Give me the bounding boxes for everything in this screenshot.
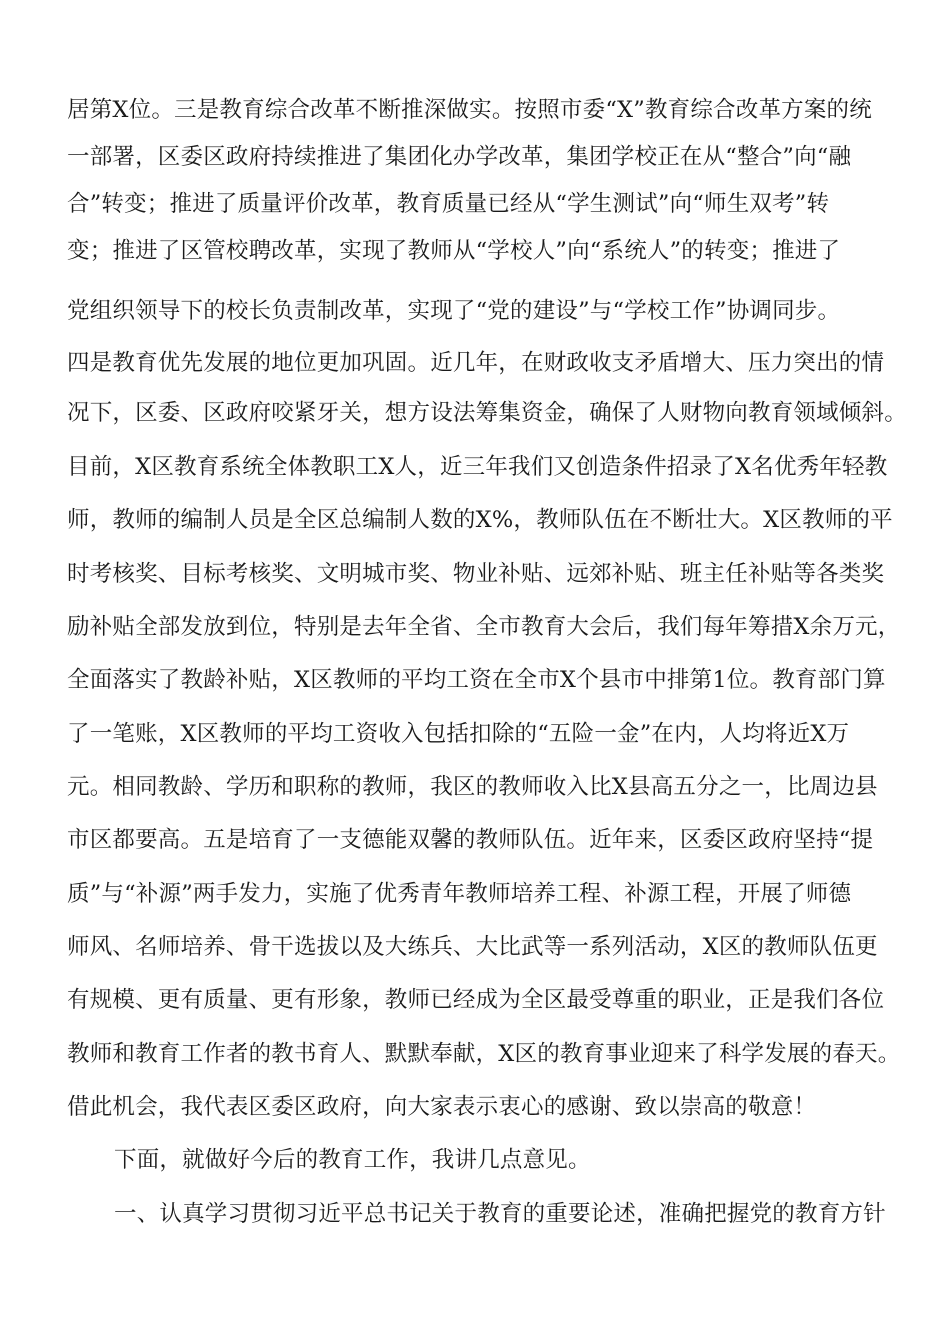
text-line: 四是教育优先发展的地位更加巩固。近几年，在财政收支矛盾增大、压力突出的情 bbox=[67, 350, 885, 376]
text-line: 师风、名师培养、骨干选拔以及大练兵、大比武等一系列活动，X区的教师队伍更 bbox=[67, 934, 878, 960]
text-line: 有规模、更有质量、更有形象，教师已经成为全区最受尊重的职业，正是我们各位 bbox=[67, 987, 885, 1013]
text-line: 质”与“补源”两手发力，实施了优秀青年教师培养工程、补源工程，开展了师德 bbox=[67, 881, 852, 907]
text-line: 教师和教育工作者的教书育人、默默奉献，X区的教育事业迎来了科学发展的春天。 bbox=[67, 1041, 901, 1067]
text-line: 合”转变；推进了质量评价改革，教育质量已经从“学生测试”向“师生双考”转 bbox=[67, 191, 830, 217]
text-line: 师，教师的编制人员是全区总编制人数的X%，教师队伍在不断壮大。X区教师的平 bbox=[67, 507, 893, 533]
text-line: 市区都要高。五是培育了一支德能双馨的教师队伍。近年来，区委区政府坚持“提 bbox=[67, 827, 874, 853]
text-line: 元。相同教龄、学历和职称的教师，我区的教师收入比X县高五分之一，比周边县 bbox=[67, 774, 878, 800]
text-line: 时考核奖、目标考核奖、文明城市奖、物业补贴、远郊补贴、班主任补贴等各类奖 bbox=[67, 561, 885, 587]
text-line: 全面落实了教龄补贴，X区教师的平均工资在全市X个县市中排第1位。教育部门算 bbox=[67, 667, 886, 693]
text-line: 变；推进了区管校聘改革，实现了教师从“学校人”向“系统人”的转变；推进了 bbox=[67, 238, 841, 264]
text-line: 党组织领导下的校长负责制改革，实现了“党的建设”与“学校工作”协调同步。 bbox=[67, 298, 841, 324]
text-line: 励补贴全部发放到位，特别是去年全省、全市教育大会后，我们每年筹措X余万元， bbox=[67, 614, 901, 640]
text-line: 下面，就做好今后的教育工作，我讲几点意见。 bbox=[114, 1147, 591, 1173]
text-line: 借此机会，我代表区委区政府，向大家表示衷心的感谢、致以崇高的敬意！ bbox=[67, 1094, 817, 1120]
text-line: 一、认真学习贯彻习近平总书记关于教育的重要论述，准确把握党的教育方针 bbox=[114, 1201, 886, 1227]
text-line: 了一笔账，X区教师的平均工资收入包括扣除的“五险一金”在内，人均将近X万 bbox=[67, 721, 850, 747]
text-line: 居第X位。三是教育综合改革不断推深做实。按照市委“X”教育综合改革方案的统 bbox=[67, 97, 872, 123]
text-line: 目前，X区教育系统全体教职工X人，近三年我们又创造条件招录了X名优秀年轻教 bbox=[67, 454, 888, 480]
text-line: 一部署，区委区政府持续推进了集团化办学改革，集团学校正在从“整合”向“融 bbox=[67, 144, 852, 170]
text-line: 况下，区委、区政府咬紧牙关，想方设法筹集资金，确保了人财物向教育领域倾斜。 bbox=[67, 400, 907, 426]
